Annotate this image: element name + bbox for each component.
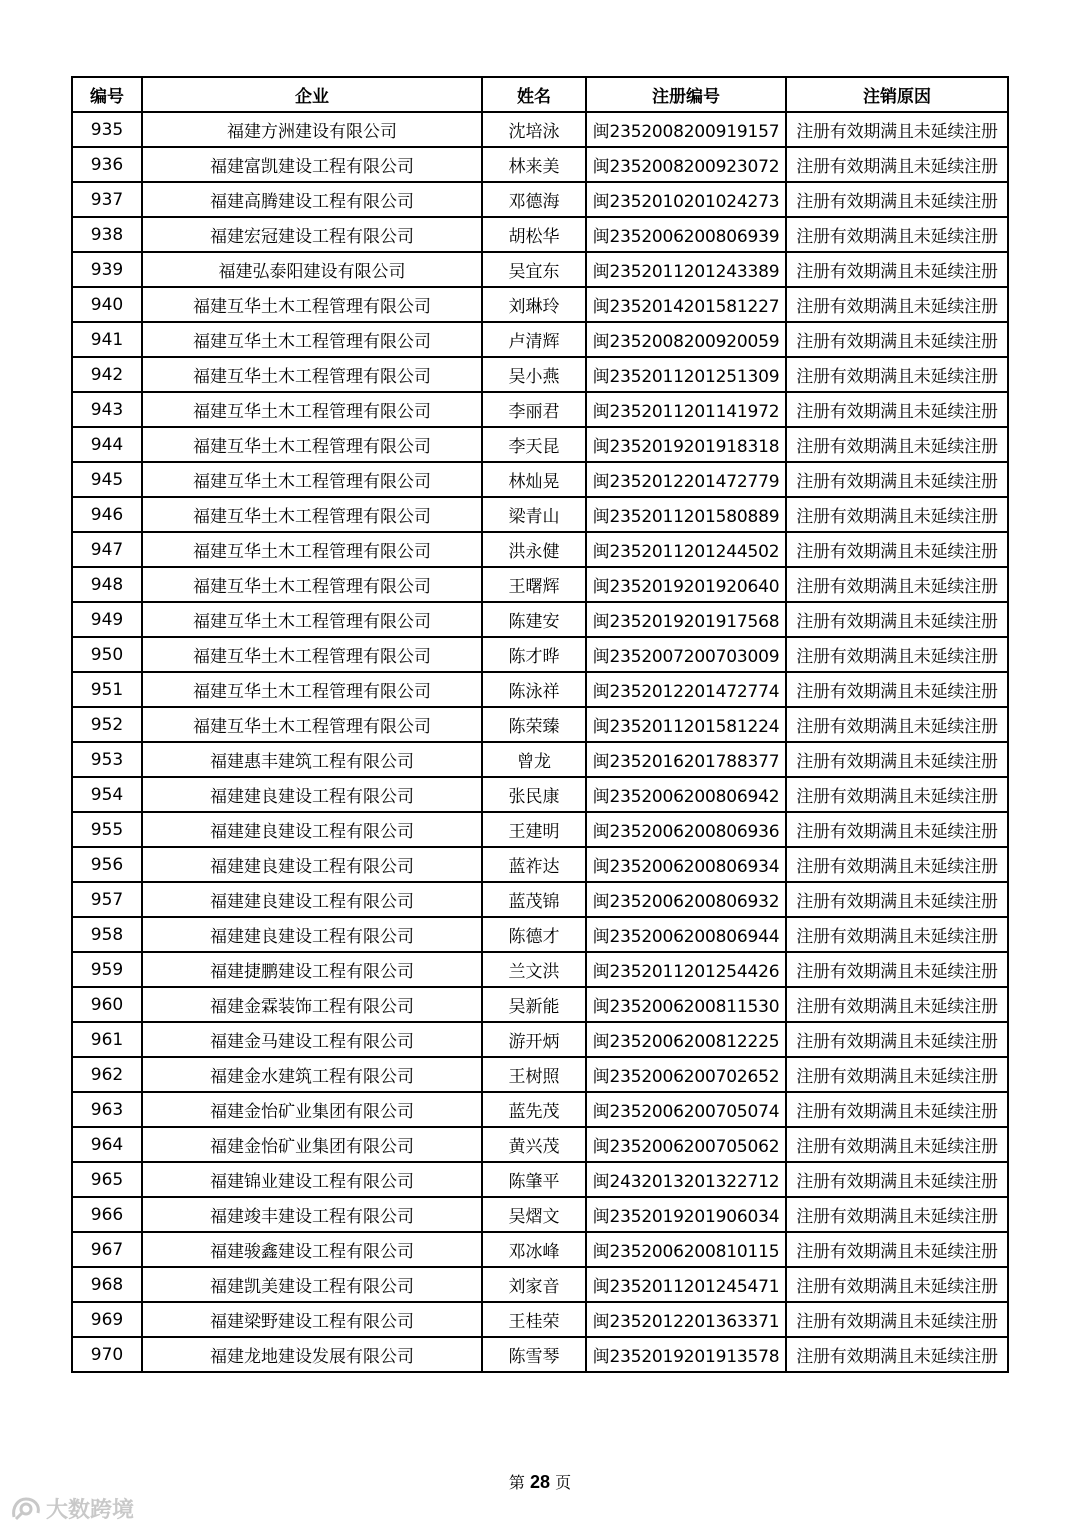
cancel-reason: 注册有效期满且未延续注册 [786, 112, 1008, 147]
registration-no: 闽2352006200806942 [586, 777, 786, 812]
company-name: 福建金怡矿业集团有限公司 [142, 1127, 482, 1162]
person-name: 王曙辉 [482, 567, 586, 602]
cancel-reason: 注册有效期满且未延续注册 [786, 1057, 1008, 1092]
person-name: 陈德才 [482, 917, 586, 952]
person-name: 张民康 [482, 777, 586, 812]
cancel-reason: 注册有效期满且未延续注册 [786, 847, 1008, 882]
cancel-reason: 注册有效期满且未延续注册 [786, 1162, 1008, 1197]
person-name: 陈荣臻 [482, 707, 586, 742]
company-name: 福建竣丰建设工程有限公司 [142, 1197, 482, 1232]
table-row [72, 357, 1008, 392]
person-name: 蓝先茂 [482, 1092, 586, 1127]
person-name: 吴宜东 [482, 252, 586, 287]
company-name: 福建锦业建设工程有限公司 [142, 1162, 482, 1197]
row-number: 944 [72, 427, 142, 462]
table-row [72, 812, 1008, 847]
registration-no: 闽2352012201472779 [586, 462, 786, 497]
company-name: 福建互华土木工程管理有限公司 [142, 497, 482, 532]
cancel-reason: 注册有效期满且未延续注册 [786, 637, 1008, 672]
company-name: 福建互华土木工程管理有限公司 [142, 707, 482, 742]
company-name: 福建互华土木工程管理有限公司 [142, 462, 482, 497]
company-name: 福建建良建设工程有限公司 [142, 777, 482, 812]
person-name: 林灿晃 [482, 462, 586, 497]
cancel-reason: 注册有效期满且未延续注册 [786, 252, 1008, 287]
cancel-reason: 注册有效期满且未延续注册 [786, 567, 1008, 602]
company-name: 福建梁野建设工程有限公司 [142, 1302, 482, 1337]
row-number: 970 [72, 1337, 142, 1372]
table-row [72, 1057, 1008, 1092]
company-name: 福建宏冠建设工程有限公司 [142, 217, 482, 252]
header-name: 姓名 [482, 77, 586, 112]
registration-no: 闽2352006200705074 [586, 1092, 786, 1127]
cancel-reason: 注册有效期满且未延续注册 [786, 1302, 1008, 1337]
page-footer [0, 1470, 1080, 1493]
registration-no: 闽2352014201581227 [586, 287, 786, 322]
table-row [72, 1022, 1008, 1057]
row-number: 949 [72, 602, 142, 637]
cancel-reason: 注册有效期满且未延续注册 [786, 497, 1008, 532]
person-name: 李天昆 [482, 427, 586, 462]
table-row [72, 637, 1008, 672]
registration-no: 闽2352011201254426 [586, 952, 786, 987]
table-row [72, 427, 1008, 462]
table-row [72, 182, 1008, 217]
row-number: 968 [72, 1267, 142, 1302]
company-name: 福建互华土木工程管理有限公司 [142, 672, 482, 707]
cancel-reason: 注册有效期满且未延续注册 [786, 672, 1008, 707]
page-prefix: 第 [508, 1473, 525, 1492]
registration-no: 闽2352012201363371 [586, 1302, 786, 1337]
person-name: 吴熠文 [482, 1197, 586, 1232]
row-number: 953 [72, 742, 142, 777]
table-row [72, 1302, 1008, 1337]
table-row [72, 952, 1008, 987]
cancel-reason: 注册有效期满且未延续注册 [786, 1197, 1008, 1232]
row-number: 952 [72, 707, 142, 742]
registration-no: 闽2352011201580889 [586, 497, 786, 532]
row-number: 967 [72, 1232, 142, 1267]
row-number: 946 [72, 497, 142, 532]
person-name: 梁青山 [482, 497, 586, 532]
person-name: 吴新能 [482, 987, 586, 1022]
person-name: 陈泳祥 [482, 672, 586, 707]
table-row [72, 672, 1008, 707]
person-name: 兰文洪 [482, 952, 586, 987]
company-name: 福建互华土木工程管理有限公司 [142, 427, 482, 462]
table-row [72, 882, 1008, 917]
cancel-reason: 注册有效期满且未延续注册 [786, 1127, 1008, 1162]
row-number: 936 [72, 147, 142, 182]
company-name: 福建建良建设工程有限公司 [142, 812, 482, 847]
company-name: 福建建良建设工程有限公司 [142, 847, 482, 882]
row-number: 942 [72, 357, 142, 392]
cancel-reason: 注册有效期满且未延续注册 [786, 392, 1008, 427]
row-number: 954 [72, 777, 142, 812]
row-number: 962 [72, 1057, 142, 1092]
person-name: 刘家音 [482, 1267, 586, 1302]
row-number: 965 [72, 1162, 142, 1197]
cancel-reason: 注册有效期满且未延续注册 [786, 1022, 1008, 1057]
registration-no: 闽2352006200810115 [586, 1232, 786, 1267]
row-number: 956 [72, 847, 142, 882]
cancel-reason: 注册有效期满且未延续注册 [786, 742, 1008, 777]
company-name: 福建高腾建设工程有限公司 [142, 182, 482, 217]
table-row [72, 322, 1008, 357]
registration-no: 闽2352011201244502 [586, 532, 786, 567]
cancel-reason: 注册有效期满且未延续注册 [786, 952, 1008, 987]
table-row [72, 1232, 1008, 1267]
table-row [72, 217, 1008, 252]
table-row [72, 987, 1008, 1022]
row-number: 969 [72, 1302, 142, 1337]
watermark [10, 1493, 134, 1524]
table-row [72, 742, 1008, 777]
row-number: 937 [72, 182, 142, 217]
row-number: 951 [72, 672, 142, 707]
company-name: 福建方洲建设有限公司 [142, 112, 482, 147]
company-name: 福建凯美建设工程有限公司 [142, 1267, 482, 1302]
cancel-reason: 注册有效期满且未延续注册 [786, 217, 1008, 252]
company-name: 福建金霖装饰工程有限公司 [142, 987, 482, 1022]
row-number: 955 [72, 812, 142, 847]
table-row [72, 462, 1008, 497]
registration-no: 闽2352016201788377 [586, 742, 786, 777]
table-body [72, 112, 1008, 1372]
row-number: 939 [72, 252, 142, 287]
person-name: 林来美 [482, 147, 586, 182]
person-name: 沈培泳 [482, 112, 586, 147]
table-row [72, 1267, 1008, 1302]
table-row [72, 847, 1008, 882]
header-number: 编号 [72, 77, 142, 112]
person-name: 胡松华 [482, 217, 586, 252]
cancel-reason: 注册有效期满且未延续注册 [786, 917, 1008, 952]
cancel-reason: 注册有效期满且未延续注册 [786, 1092, 1008, 1127]
row-number: 948 [72, 567, 142, 602]
row-number: 945 [72, 462, 142, 497]
registration-no: 闽2432013201322712 [586, 1162, 786, 1197]
company-name: 福建互华土木工程管理有限公司 [142, 357, 482, 392]
company-name: 福建互华土木工程管理有限公司 [142, 567, 482, 602]
cancel-reason: 注册有效期满且未延续注册 [786, 427, 1008, 462]
registration-no: 闽2352006200702652 [586, 1057, 786, 1092]
row-number: 950 [72, 637, 142, 672]
registration-no: 闽2352011201141972 [586, 392, 786, 427]
cancel-reason: 注册有效期满且未延续注册 [786, 602, 1008, 637]
registration-no: 闽2352008200920059 [586, 322, 786, 357]
row-number: 966 [72, 1197, 142, 1232]
person-name: 黄兴茂 [482, 1127, 586, 1162]
cancel-reason: 注册有效期满且未延续注册 [786, 987, 1008, 1022]
person-name: 刘琳玲 [482, 287, 586, 322]
table-row [72, 1127, 1008, 1162]
table-row [72, 567, 1008, 602]
person-name: 蓝祚达 [482, 847, 586, 882]
registration-no: 闽2352007200703009 [586, 637, 786, 672]
company-name: 福建互华土木工程管理有限公司 [142, 392, 482, 427]
table-row [72, 112, 1008, 147]
table-row [72, 497, 1008, 532]
header-registration-no: 注册编号 [586, 77, 786, 112]
registration-no: 闽2352019201913578 [586, 1337, 786, 1372]
person-name: 蓝茂锦 [482, 882, 586, 917]
company-name: 福建惠丰建筑工程有限公司 [142, 742, 482, 777]
row-number: 960 [72, 987, 142, 1022]
person-name: 王桂荣 [482, 1302, 586, 1337]
person-name: 卢清辉 [482, 322, 586, 357]
page-suffix: 页 [555, 1473, 572, 1492]
person-name: 洪永健 [482, 532, 586, 567]
company-name: 福建互华土木工程管理有限公司 [142, 637, 482, 672]
company-name: 福建金水建筑工程有限公司 [142, 1057, 482, 1092]
table-row [72, 392, 1008, 427]
company-name: 福建建良建设工程有限公司 [142, 882, 482, 917]
table-row [72, 287, 1008, 322]
person-name: 陈肇平 [482, 1162, 586, 1197]
registration-no: 闽2352008200923072 [586, 147, 786, 182]
page-number: 28 [529, 1472, 551, 1492]
row-number: 940 [72, 287, 142, 322]
person-name: 王建明 [482, 812, 586, 847]
table-row [72, 1162, 1008, 1197]
person-name: 李丽君 [482, 392, 586, 427]
row-number: 943 [72, 392, 142, 427]
company-name: 福建互华土木工程管理有限公司 [142, 602, 482, 637]
company-name: 福建互华土木工程管理有限公司 [142, 532, 482, 567]
company-name: 福建弘泰阳建设有限公司 [142, 252, 482, 287]
cancel-reason: 注册有效期满且未延续注册 [786, 1267, 1008, 1302]
registration-no: 闽2352010201024273 [586, 182, 786, 217]
row-number: 961 [72, 1022, 142, 1057]
person-name: 邓冰峰 [482, 1232, 586, 1267]
cancellation-table [71, 76, 1009, 1373]
person-name: 陈雪琴 [482, 1337, 586, 1372]
cancel-reason: 注册有效期满且未延续注册 [786, 357, 1008, 392]
registration-no: 闽2352006200812225 [586, 1022, 786, 1057]
registration-no: 闽2352019201906034 [586, 1197, 786, 1232]
person-name: 曾龙 [482, 742, 586, 777]
company-name: 福建富凯建设工程有限公司 [142, 147, 482, 182]
registration-no: 闽2352019201918318 [586, 427, 786, 462]
cancel-reason: 注册有效期满且未延续注册 [786, 287, 1008, 322]
cancel-reason: 注册有效期满且未延续注册 [786, 707, 1008, 742]
table-row [72, 602, 1008, 637]
company-name: 福建金怡矿业集团有限公司 [142, 1092, 482, 1127]
header-row [72, 77, 1008, 112]
row-number: 957 [72, 882, 142, 917]
company-name: 福建捷鹏建设工程有限公司 [142, 952, 482, 987]
cancel-reason: 注册有效期满且未延续注册 [786, 1232, 1008, 1267]
row-number: 963 [72, 1092, 142, 1127]
cancel-reason: 注册有效期满且未延续注册 [786, 322, 1008, 357]
cancel-reason: 注册有效期满且未延续注册 [786, 812, 1008, 847]
registration-no: 闽2352006200806934 [586, 847, 786, 882]
company-name: 福建金马建设工程有限公司 [142, 1022, 482, 1057]
header-company: 企业 [142, 77, 482, 112]
row-number: 964 [72, 1127, 142, 1162]
row-number: 959 [72, 952, 142, 987]
company-name: 福建骏鑫建设工程有限公司 [142, 1232, 482, 1267]
registration-no: 闽2352019201917568 [586, 602, 786, 637]
registration-no: 闽2352006200806932 [586, 882, 786, 917]
registration-no: 闽2352012201472774 [586, 672, 786, 707]
registration-no: 闽2352011201581224 [586, 707, 786, 742]
cancel-reason: 注册有效期满且未延续注册 [786, 147, 1008, 182]
registration-no: 闽2352019201920640 [586, 567, 786, 602]
table-row [72, 707, 1008, 742]
brand-logo-icon [10, 1495, 42, 1523]
row-number: 938 [72, 217, 142, 252]
table-row [72, 532, 1008, 567]
table-row [72, 147, 1008, 182]
registration-no: 闽2352006200811530 [586, 987, 786, 1022]
header-reason: 注销原因 [786, 77, 1008, 112]
table-row [72, 1092, 1008, 1127]
registration-no: 闽2352008200919157 [586, 112, 786, 147]
company-name: 福建建良建设工程有限公司 [142, 917, 482, 952]
row-number: 941 [72, 322, 142, 357]
row-number: 947 [72, 532, 142, 567]
table-row [72, 917, 1008, 952]
company-name: 福建互华土木工程管理有限公司 [142, 287, 482, 322]
registration-no: 闽2352006200806944 [586, 917, 786, 952]
person-name: 陈建安 [482, 602, 586, 637]
registration-no: 闽2352011201245471 [586, 1267, 786, 1302]
table-row [72, 1197, 1008, 1232]
cancel-reason: 注册有效期满且未延续注册 [786, 462, 1008, 497]
table-row [72, 777, 1008, 812]
person-name: 游开炳 [482, 1022, 586, 1057]
table-header [72, 77, 1008, 112]
registration-no: 闽2352011201251309 [586, 357, 786, 392]
company-name: 福建互华土木工程管理有限公司 [142, 322, 482, 357]
registration-no: 闽2352006200705062 [586, 1127, 786, 1162]
row-number: 935 [72, 112, 142, 147]
cancel-reason: 注册有效期满且未延续注册 [786, 777, 1008, 812]
registration-no: 闽2352011201243389 [586, 252, 786, 287]
registration-no: 闽2352006200806936 [586, 812, 786, 847]
table-row [72, 1337, 1008, 1372]
person-name: 王树照 [482, 1057, 586, 1092]
cancel-reason: 注册有效期满且未延续注册 [786, 182, 1008, 217]
cancel-reason: 注册有效期满且未延续注册 [786, 1337, 1008, 1372]
table-row [72, 252, 1008, 287]
watermark-text: 大数跨境 [46, 1498, 135, 1523]
cancel-reason: 注册有效期满且未延续注册 [786, 532, 1008, 567]
registration-no: 闽2352006200806939 [586, 217, 786, 252]
person-name: 吴小燕 [482, 357, 586, 392]
company-name: 福建龙地建设发展有限公司 [142, 1337, 482, 1372]
row-number: 958 [72, 917, 142, 952]
cancel-reason: 注册有效期满且未延续注册 [786, 882, 1008, 917]
person-name: 陈才晔 [482, 637, 586, 672]
person-name: 邓德海 [482, 182, 586, 217]
